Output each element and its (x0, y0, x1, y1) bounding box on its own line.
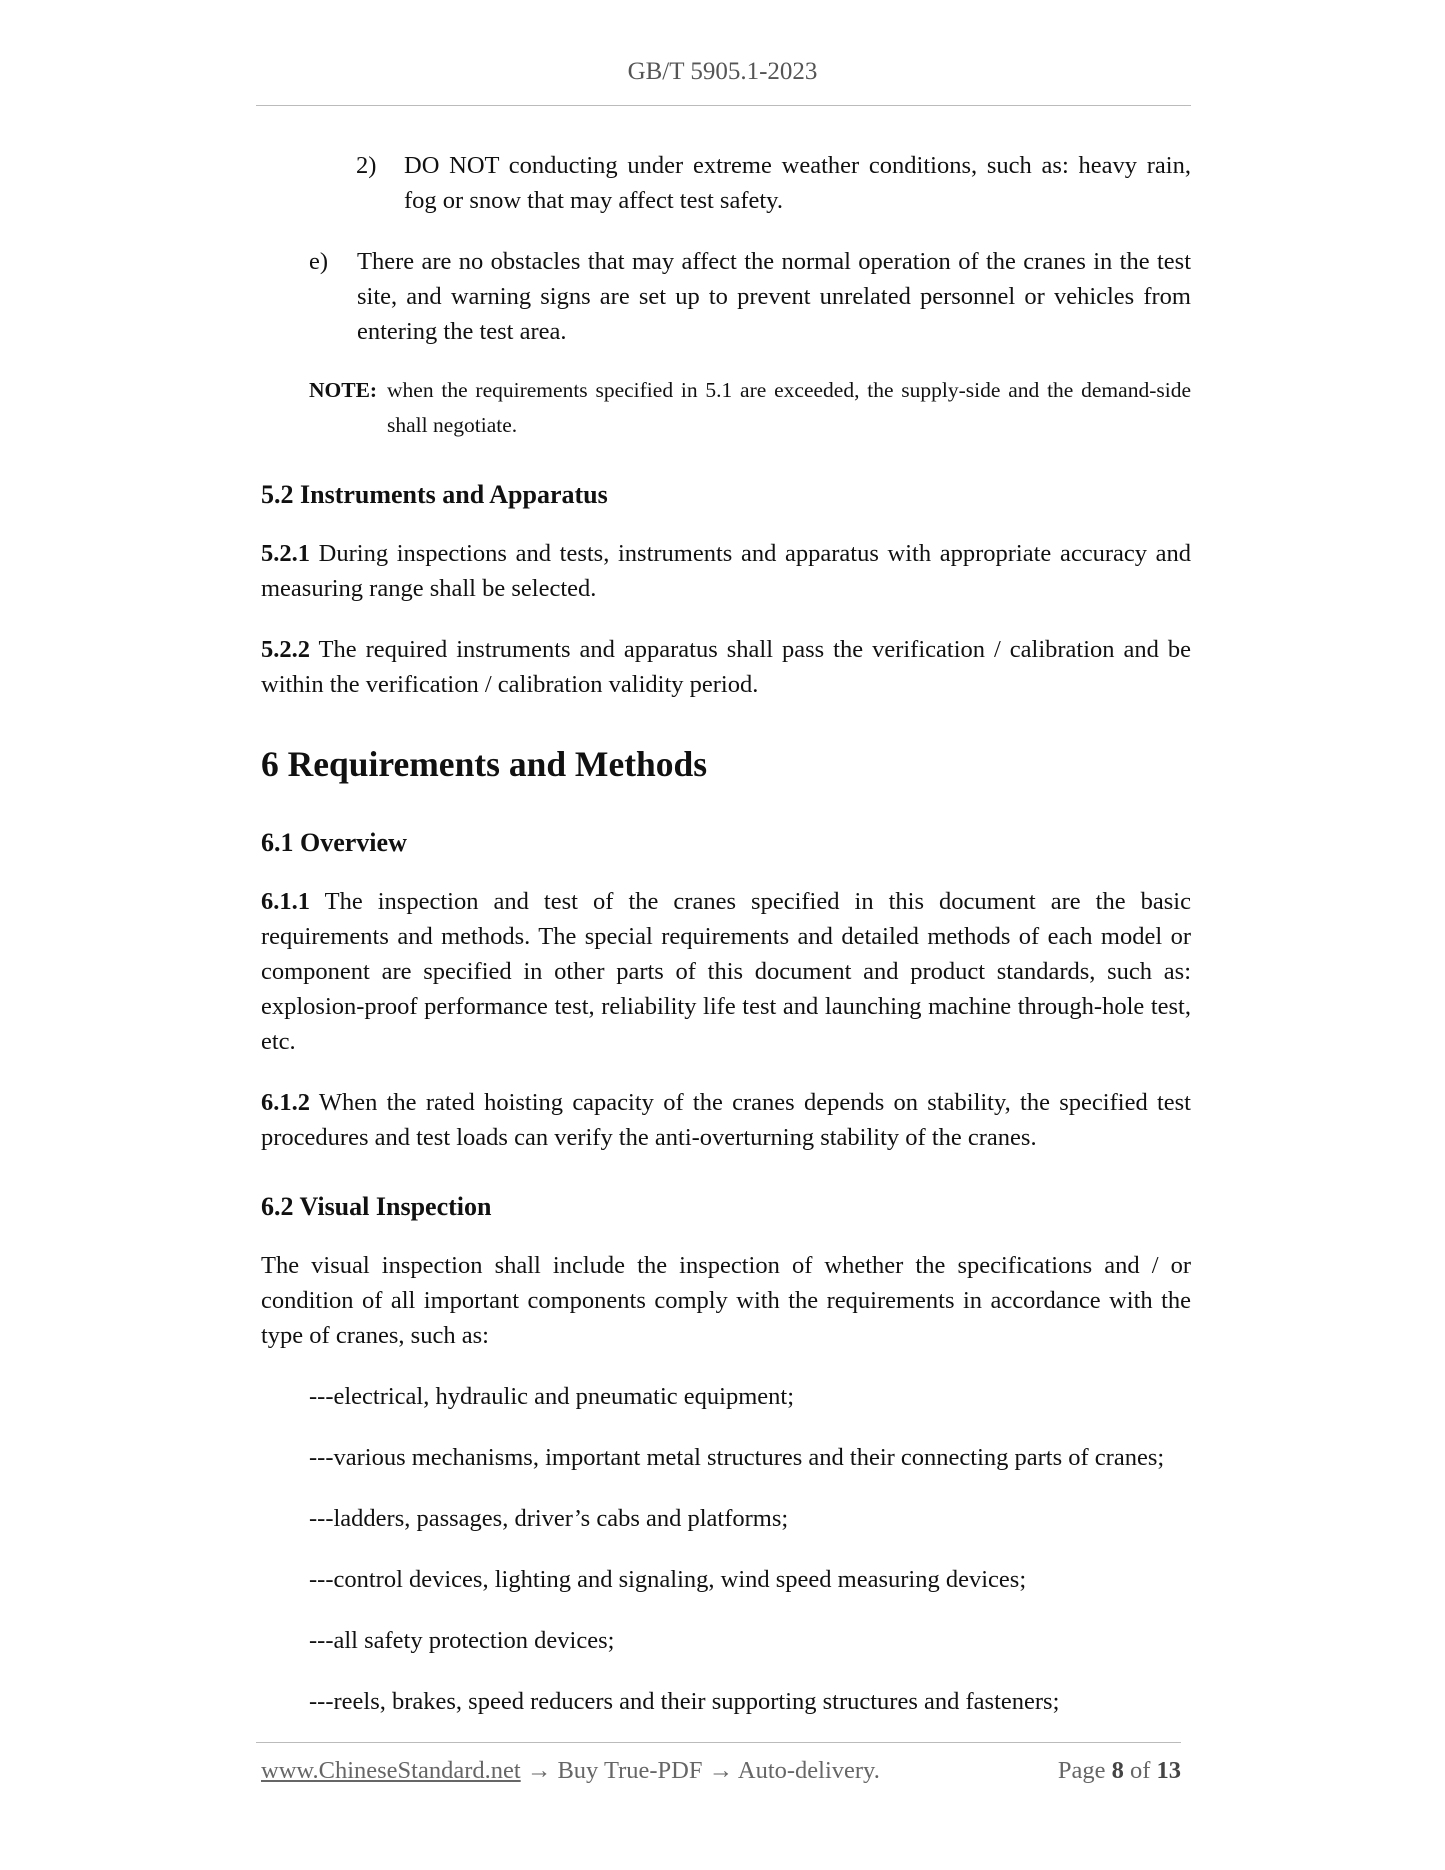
bullet-item: ---ladders, passages, driver’s cabs and platforms; (309, 1505, 789, 1532)
clause-text: The required instruments and apparatus shall pass the verification / calibration and be within the verification / calibration validity period. (261, 636, 1191, 698)
bullet-item: ---all safety protection devices; (309, 1627, 615, 1654)
note-block (309, 373, 1191, 443)
clause-5-2-1 (261, 536, 1191, 606)
clause-number: 6.1.1 (261, 888, 310, 915)
of-label: of (1129, 1757, 1151, 1784)
bullet-item: ---reels, brakes, speed reducers and their supporting structures and fasteners; (309, 1688, 1060, 1715)
note-label: NOTE: (309, 378, 378, 402)
clause-6-1-2 (261, 1085, 1191, 1155)
auto-delivery-text: Auto-delivery. (737, 1757, 880, 1784)
bullet-item: ---electrical, hydraulic and pneumatic equipment; (309, 1383, 795, 1410)
clause-number: 5.2.2 (261, 636, 310, 663)
page-number (1058, 1757, 1181, 1785)
list-marker: e) (309, 248, 329, 275)
list-marker: 2) (356, 152, 377, 179)
arrow-right-icon: → (526, 1757, 552, 1784)
current-page: 8 (1111, 1757, 1124, 1784)
document-body (261, 148, 1191, 1719)
section-heading-6-1: 6.1 Overview (261, 828, 407, 857)
site-link[interactable]: www.ChineseStandard.net (261, 1757, 521, 1784)
arrow-right-icon: → (708, 1757, 734, 1784)
section-6-2-intro: The visual inspection shall include the inspection of whether the specifications and / or condition of all important components comply with the requirements in accordance with the type of cranes, such as: (261, 1252, 1191, 1349)
bullet-item: ---various mechanisms, important metal structures and their connecting parts of cranes; (309, 1444, 1165, 1471)
list-item-text: DO NOT conducting under extreme weather conditions, such as: heavy rain, fog or snow that may affect test safety. (404, 152, 1191, 214)
document-header-title: GB/T 5905.1-2023 (627, 58, 818, 85)
list-item-e (309, 244, 1191, 349)
list-item-sub-2 (356, 148, 1191, 218)
section-heading-6-2: 6.2 Visual Inspection (261, 1192, 492, 1221)
header-divider (256, 105, 1191, 106)
chapter-heading-6: 6 Requirements and Methods (261, 744, 708, 784)
note-text: when the requirements specified in 5.1 are exceeded, the supply-side and the demand-side shall negotiate. (387, 378, 1191, 437)
footer-promo (261, 1757, 880, 1785)
page-label: Page (1057, 1757, 1106, 1784)
buy-pdf-text: Buy True-PDF (557, 1757, 703, 1784)
clause-text: The inspection and test of the cranes specified in this document are the basic requirements and methods. The special requirements and detailed methods of each model or component are specified in other parts of this document and product standards, such as: explosion-proof performance test, reliability life test and launching machine through-hole test, etc. (261, 888, 1191, 1055)
bullet-item: ---control devices, lighting and signaling, wind speed measuring devices; (309, 1566, 1027, 1593)
clause-number: 5.2.1 (261, 540, 310, 567)
clause-text: When the rated hoisting capacity of the cranes depends on stability, the specified test procedures and test loads can verify the anti-overturning stability of the cranes. (261, 1089, 1191, 1151)
list-item-text: There are no obstacles that may affect the normal operation of the cranes in the test site, and warning signs are set up to prevent unrelated personnel or vehicles from entering the test area. (357, 248, 1191, 345)
clause-text: During inspections and tests, instruments and apparatus with appropriate accuracy and measuring range shall be selected. (261, 540, 1191, 602)
clause-5-2-2 (261, 632, 1191, 702)
total-pages: 13 (1156, 1757, 1181, 1784)
footer-divider (256, 1742, 1181, 1743)
section-heading-5-2: 5.2 Instruments and Apparatus (261, 480, 608, 509)
clause-number: 6.1.2 (261, 1089, 310, 1116)
clause-6-1-1 (261, 884, 1191, 1059)
